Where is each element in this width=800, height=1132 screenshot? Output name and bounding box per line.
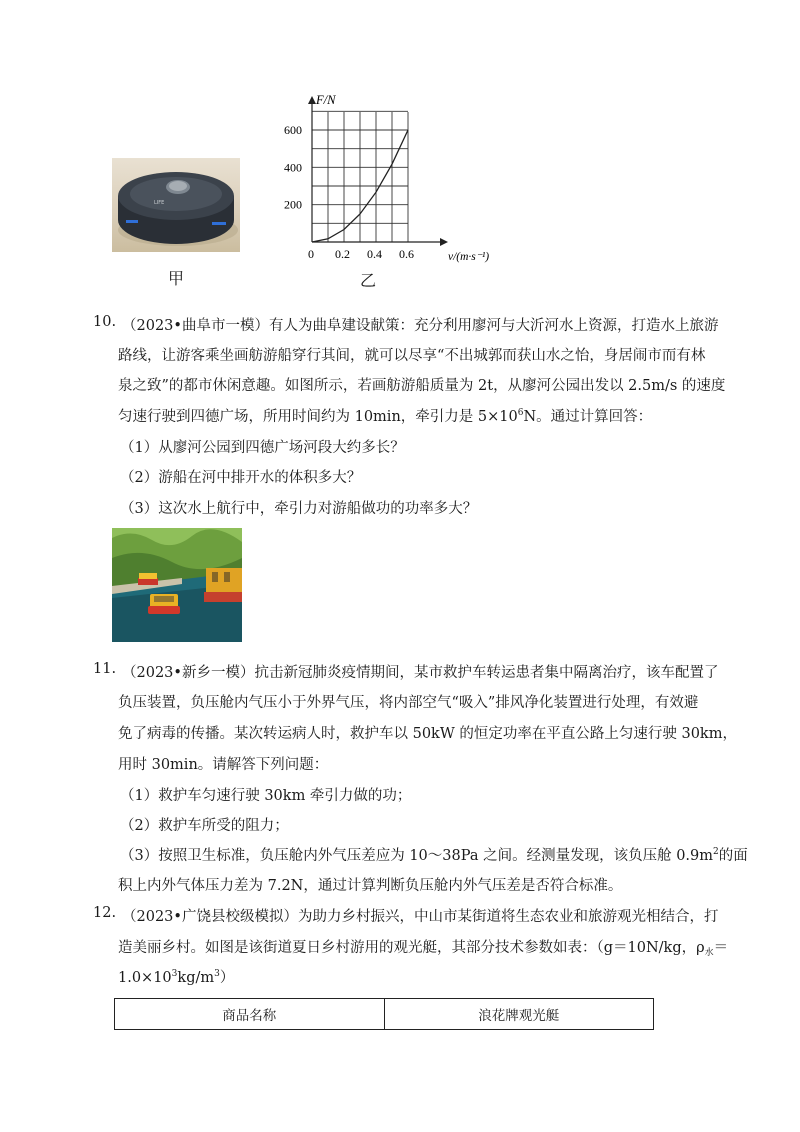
question-number: 12. — [93, 905, 117, 921]
question-number: 11. — [93, 661, 117, 677]
y-tick-label: 600 — [284, 123, 302, 137]
sub-question-3: （3）按照卫生标准，负压舱内外气压差应为 10～38Pa 之间。经测量发现，该负压舱 $0.9m^2$的面 — [120, 847, 748, 864]
robot-vacuum-photo — [112, 158, 240, 252]
x-tick-label: 0.4 — [367, 247, 382, 261]
figure-label-yi: 乙 — [360, 271, 377, 290]
question-text-line: 匀速行驶到四德广场，所用时间约为 10min，牵引力是 $5\times 10^6N$。通过计算回答： — [118, 408, 653, 425]
y-tick-label: 400 — [284, 160, 302, 175]
x-tick-label: 0.2 — [335, 247, 350, 261]
question-text-line: 路线，让游客乘坐画舫游船穿行其间，就可以尽享“不出城郭而获山水之怡，身居闹市而有林 — [118, 348, 706, 364]
question-text-line: （2023•新乡一模）抗击新冠肺炎疫情期间，某市救护车转运患者集中隔离治疗，该车配置了 — [122, 665, 719, 681]
figure-label-jia: 甲 — [168, 269, 185, 288]
x-tick-label: 0 — [308, 247, 314, 261]
question-number: 10. — [93, 314, 117, 330]
question-text-line: 泉之致”的都市休闲意趣。如图所示，若画舫游船质量为 2t，从廖河公园出发以 2.5m/s 的速度 — [118, 378, 726, 394]
sub-question-3: （3）这次水上航行中，牵引力对游船做功的功率多大？ — [120, 501, 478, 517]
boat-river-photo — [112, 528, 242, 642]
graph-grid — [312, 111, 408, 242]
question-text-line: （2023•广饶县校级模拟）为助力乡村振兴，中山市某街道将生态农业和旅游观光相结合，打 — [122, 909, 719, 925]
question-text-line: $1.0\times 10^3kg/m^3$） — [118, 969, 235, 986]
sub-question-1: （1）从廖河公园到四德广场河段大约多长？ — [120, 440, 405, 456]
question-text-line: （2023•曲阜市一模）有人为曲阜建设献策：充分利用廖河与大沂河水上资源，打造水上旅游 — [122, 318, 719, 334]
question-text-line: 造美丽乡村。如图是该街道夏日乡村游用的观光艇，其部分技术参数如表：（g＝10N/kg，$\rho_水=$ — [118, 940, 729, 958]
y-axis-label: F/N — [316, 93, 336, 107]
y-tick-label: 200 — [284, 197, 302, 212]
sub-question-2: （2）救护车所受的阻力； — [120, 818, 289, 834]
sub-question-1: （1）救护车匀速行驶 30km 牵引力做的功； — [120, 788, 412, 804]
spec-table — [114, 998, 654, 1030]
sub-question-2: （2）游船在河中排开水的体积多大？ — [120, 470, 362, 486]
x-axis-label: v/(m·s⁻¹) — [448, 251, 490, 263]
question-text-line: 免了病毒的传播。某次转运病人时，救护车以 50kW 的恒定功率在平直公路上匀速行驶 30km， — [118, 726, 737, 742]
question-text-line: 负压装置，负压舱内气压小于外界气压，将内部空气“吸入”排风净化装置进行处理，有效避 — [118, 695, 699, 711]
svg-text:LIFE: LIFE — [154, 200, 165, 206]
graph-ticks — [284, 123, 414, 261]
question-text-line: 用时 30min。请解答下列问题： — [118, 757, 329, 773]
table-cell-product-name-value: 浪花牌观光艇 — [384, 999, 654, 1029]
force-velocity-graph — [272, 90, 512, 270]
question-text-line: 积上内外气体压力差为 7.2N，通过计算判断负压舱内外气压差是否符合标准。 — [118, 878, 623, 894]
table-cell-product-name-label: 商品名称 — [222, 1008, 277, 1024]
x-tick-label: 0.6 — [399, 247, 414, 261]
